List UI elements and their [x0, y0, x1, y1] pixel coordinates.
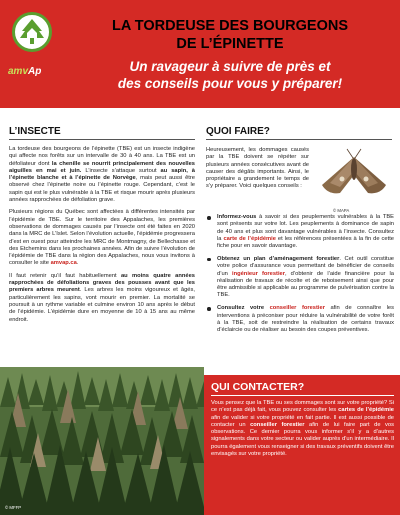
- list-item: Consultez votre conseiller forestier afin de connaître les interventions à préconiser pour réduire la vulnérabilité de votre forêt à la TBE, soit de restreindre la réalisation de certains travaux d’éclaircie ou de réaliser au besoin des coupes préventives.: [206, 305, 394, 334]
- quoi-faire-intro: Heureusement, les dommages causés par la TBE doivent se répéter sur plusieurs années consécutives avant de causer des dégâts importants. Ainsi, le propriétaire a grandement le temps de s’y préparer. Voici quelques conseils :: [206, 147, 309, 190]
- amvap-link[interactable]: amvap.ca: [50, 260, 77, 267]
- page-title-line2: DE L’ÉPINETTE: [176, 36, 284, 52]
- tree-house-icon: [12, 12, 52, 52]
- contact-body: Vous pensez que la TBE ou ses dommages sont sur votre propriété? Si ce n’est pas déjà fait, vous pouvez consulter les cartes de l’épidémie afin de valider si votre propriété en fait partie. Il est aussi possible de contacter un conseiller forestier afin de lui faire part de vos observations. Ce dernier pourra vous informer s’il y a d’autres signalements dans votre secteur ou valider auprès d’un intermédiaire. Il pourra également vous renseigner si des travaux préventifs doivent être envisagés sur votre propriété.: [211, 400, 394, 458]
- amvap-logo: [8, 8, 56, 100]
- contact-box: [204, 375, 400, 515]
- paragraph: Plusieurs régions du Québec sont affectées à différentes intensités par l’épidémie de TBE. Sur le territoire des Appalaches, les premières observations de dommages causés par l’insecte ont été faites en 2020 dans la MRC de L’Islet. Selon l’évolution actuelle, l’épidémie progressera d’est en ouest pour atteindre les MRC de Montmagny, de Bellechasse et des Etchemins dans les prochaines années. Afin de suivre l’évolution de l’épidémie de TBE dans la région des Appalaches, nous vous invitons à consulter le site amvap.ca.: [9, 209, 195, 267]
- divider: [211, 395, 394, 396]
- list-item: Informez-vous à savoir si des peuplements vulnérables à la TBE sont présents sur votre lot. Les peuplements à dominance de sapin de 40 ans et plus sont davantage vulnérables à l’insecte. Consultez la carte de l’épidémie et les références présentées à la fin de cette fiche pour en savoir davantage.: [206, 214, 394, 250]
- page-subtitle: [60, 58, 400, 92]
- moth-photo: [314, 145, 394, 207]
- photo-credit: © MAPA: [333, 208, 350, 213]
- forest-advisor-link[interactable]: conseiller forestier: [269, 305, 325, 312]
- paragraph: Il faut retenir qu’il faut habituellement au moins quatre années rapprochées de défoliations graves des pousses avant que les premiers arbres meurent. Les arbres les moins vigoureux et âgés, particulièrement les sapins, vont mourir en premier. La mortalité se poursuit à un rythme variable et culmine environ 10 ans après le début de l’épidémie. L’épidémie dure en moyenne de 10 à 15 ans au même endroit.: [9, 272, 195, 323]
- divider: [9, 139, 195, 140]
- section-heading-quoi-faire: QUOI FAIRE?: [206, 126, 270, 137]
- photo-credit: © MFFP: [5, 505, 22, 510]
- page-title-line1: LA TORDEUSE DES BOURGEONS: [111, 18, 349, 34]
- section-heading-insecte: L’INSECTE: [9, 126, 61, 137]
- forest-advisor-link[interactable]: conseiller forestier: [250, 421, 305, 428]
- section-heading-qui-contacter: QUI CONTACTER?: [211, 381, 305, 393]
- insecte-body: [9, 146, 195, 329]
- logo-wordmark: amvAp: [8, 66, 42, 77]
- list-item: Obtenez un plan d’aménagement forestier. Cet outil constitue votre police d’assurance vous permettant de bénéficier de conseils d’un ingénieur forestier, d’obtenir de l’aide financière pour la réalisation de travaux de récolte et de reboisement ainsi que pour être admissible si applicable au programme de pulvérisation contre la TBE.: [206, 256, 394, 300]
- advice-list: [206, 214, 394, 340]
- forest-photo: [0, 367, 204, 515]
- divider: [206, 139, 392, 140]
- subtitle-line2: des conseils pour vous y préparer!: [117, 76, 343, 91]
- forest-engineer-link[interactable]: ingénieur forestier: [231, 270, 285, 277]
- epidemic-map-link[interactable]: carte de l’épidémie: [223, 235, 276, 242]
- epidemic-maps-link[interactable]: cartes de l’épidémie: [338, 407, 394, 414]
- paragraph: La tordeuse des bourgeons de l’épinette (TBE) est un insecte indigène qui affecte nos forêts sur un intervalle de 30 à 40 ans. La TBE est un défoliateur dont la chenille se nourrit principalement des nouvelles aiguilles en mai et juin. L’insecte s’attaque surtout au sapin, à l’épinette blanche et à l’épinette de Norvège, mais peut aussi être observé chez l’épinette noire ou l’épinette rouge. Cependant, c’est le sapin qui est le plus vulnérable à la TBE et risque mourir après plusieurs années rapprochées de défoliation grave.: [9, 146, 195, 204]
- header-banner: [0, 0, 400, 108]
- subtitle-line1: Un ravageur à suivre de près et: [129, 59, 331, 74]
